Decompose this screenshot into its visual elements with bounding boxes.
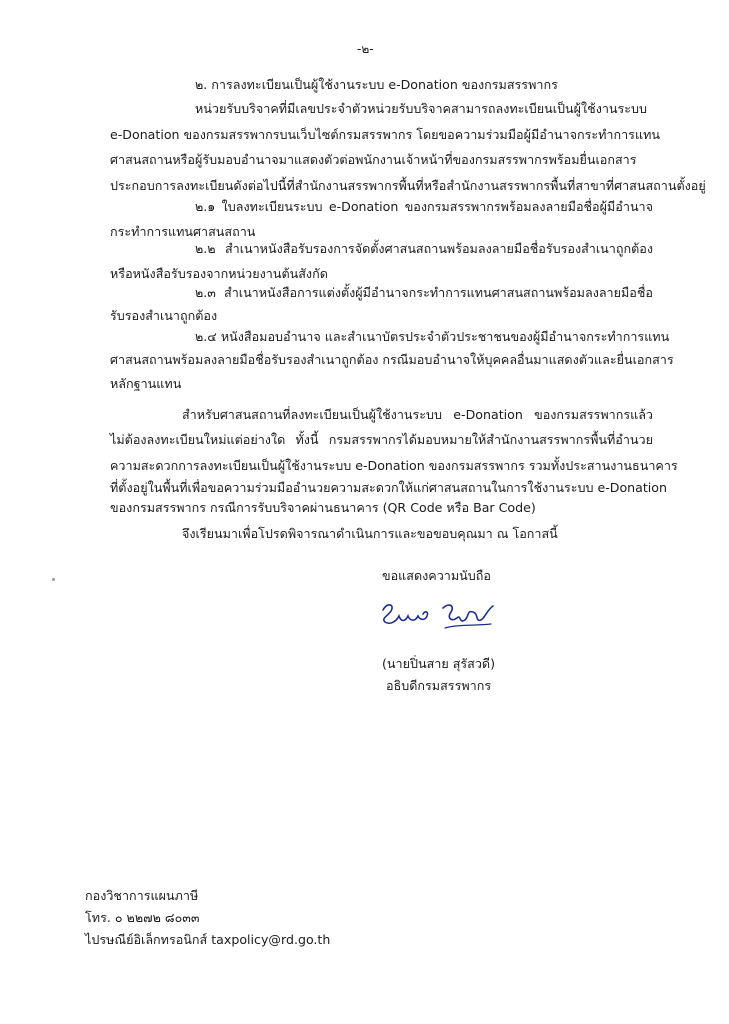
salutation: ขอแสดงความนับถือ xyxy=(382,568,491,583)
item-2-3-line-1: ๒.๓ สำเนาหนังสือการแต่งตั้งผู้มีอำนาจกระทำการแทนศาสนสถานพร้อมลงลายมือชื่อ xyxy=(195,285,653,300)
section-heading: ๒. การลงทะเบียนเป็นผู้ใช้งานระบบ e-Donation ของกรมสรรพากร xyxy=(195,77,558,92)
paragraph2-line-3: ความสะดวกการลงทะเบียนเป็นผู้ใช้งานระบบ e-Donation ของกรมสรรพากร รวมทั้งประสานงานธนาคาร xyxy=(110,458,678,473)
item-2-2-line-1: ๒.๒ สำเนาหนังสือรับรองการจัดตั้งศาสนสถานพร้อมลงลายมือชื่อรับรองสำเนาถูกต้อง xyxy=(195,241,653,256)
scan-speck xyxy=(52,578,55,581)
signatory-position: อธิบดีกรมสรรพากร xyxy=(386,678,492,693)
footer-phone: โทร. ๐ ๒๒๗๒ ๘๐๓๓ xyxy=(85,910,200,925)
intro-line-2: e-Donation ของกรมสรรพากรบนเว็บไซต์กรมสรรพากร โดยขอความร่วมมือผู้มีอำนาจกระทำการแทน xyxy=(110,127,660,142)
intro-line-3: ศาสนสถานหรือผู้รับมอบอำนาจมาแสดงตัวต่อพนักงานเจ้าหน้าที่ของกรมสรรพากรพร้อมยื่นเอกสาร xyxy=(110,152,637,167)
signatory-name: (นายปิ่นสาย สุรัสวดี) xyxy=(382,656,496,671)
item-2-4-line-3: หลักฐานแทน xyxy=(110,376,182,391)
paragraph2-line-1: สำหรับศาสนสถานที่ลงทะเบียนเป็นผู้ใช้งานระบบ e-Donation ของกรมสรรพากรแล้ว xyxy=(182,407,653,422)
intro-line-4: ประกอบการลงทะเบียนดังต่อไปนี้ที่สำนักงานสรรพากรพื้นที่หรือสำนักงานสรรพากรพื้นที่สาขาที่ศาสนสถานตั้งอยู่ xyxy=(110,178,706,193)
footer-division: กองวิชาการแผนภาษี xyxy=(85,888,199,903)
handwritten-signature xyxy=(375,596,505,636)
item-2-4-line-1: ๒.๔ หนังสือมอบอำนาจ และสำเนาบัตรประจำตัวประชาชนของผู้มีอำนาจกระทำการแทน xyxy=(195,329,670,344)
item-2-1-line-1: ๒.๑ ใบลงทะเบียนระบบ e-Donation ของกรมสรรพากรพร้อมลงลายมือชื่อผู้มีอำนาจ xyxy=(195,199,653,214)
closing-request: จึงเรียนมาเพื่อโปรดพิจารณาดำเนินการและขอขอบคุณมา ณ โอกาสนี้ xyxy=(182,526,558,541)
item-2-4-line-2: ศาสนสถานพร้อมลงลายมือชื่อรับรองสำเนาถูกต้อง กรณีมอบอำนาจให้บุคคลอื่นมาแสดงตัวและยื่นเอกสาร xyxy=(110,352,674,367)
footer-email: ไปรษณีย์อิเล็กทรอนิกส์ taxpolicy@rd.go.th xyxy=(85,932,331,947)
intro-line-1: หน่วยรับบริจาคที่มีเลขประจำตัวหน่วยรับบริจาคสามารถลงทะเบียนเป็นผู้ใช้งานระบบ xyxy=(195,101,648,116)
paragraph2-line-2: ไม่ต้องลงทะเบียนใหม่แต่อย่างใด ทั้งนี้ กรมสรรพากรได้มอบหมายให้สำนักงานสรรพากรพื้นที่อำนวย xyxy=(110,432,653,447)
item-2-3-line-2: รับรองสำเนาถูกต้อง xyxy=(110,308,218,323)
item-2-2-line-2: หรือหนังสือรับรองจากหน่วยงานต้นสังกัด xyxy=(110,266,328,281)
page-number: -๒- xyxy=(357,42,374,56)
paragraph2-line-4: ที่ตั้งอยู่ในพื้นที่เพื่อขอความร่วมมืออำนวยความสะดวกให้แก่ศาสนสถานในการใช้งานระบบ e-Donation xyxy=(110,480,667,495)
paragraph2-line-5: ของกรมสรรพากร กรณีการรับบริจาคผ่านธนาคาร (QR Code หรือ Bar Code) xyxy=(110,500,536,515)
item-2-1-line-2: กระทำการแทนศาสนสถาน xyxy=(110,224,256,239)
